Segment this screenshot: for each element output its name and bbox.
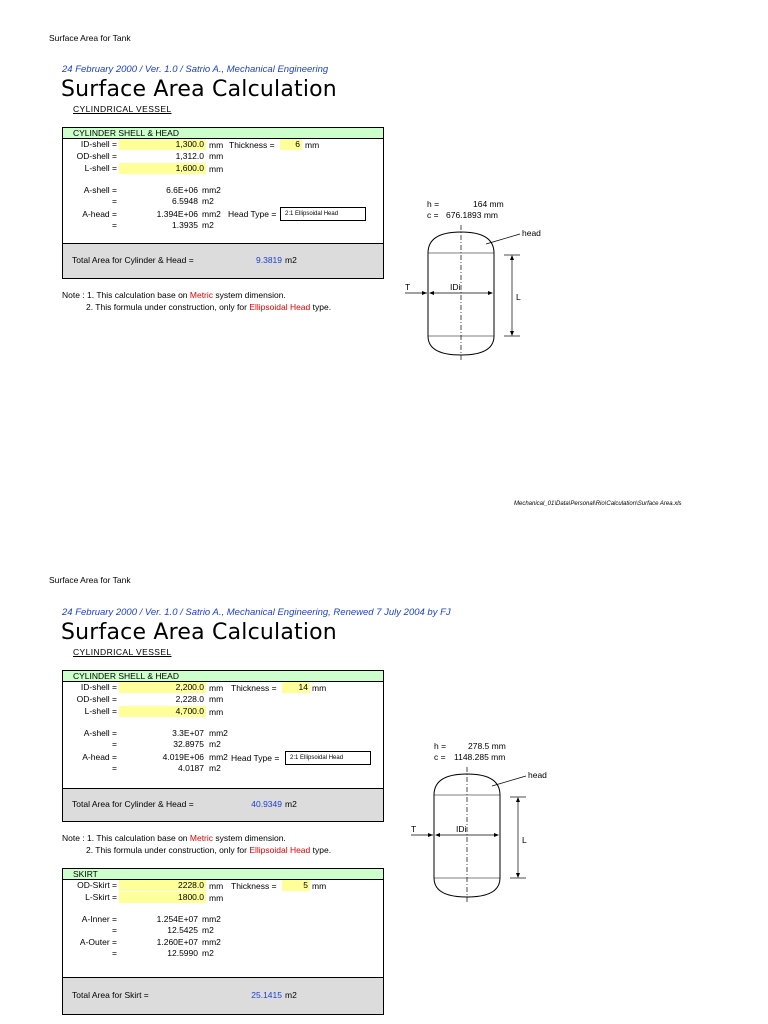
l-skirt-input[interactable]: 1800.0 — [119, 892, 206, 903]
thickness-input[interactable]: 6 — [280, 139, 302, 150]
section-header: SKIRT — [63, 869, 383, 880]
id-shell-label: ID-shell = — [80, 682, 117, 692]
l-skirt-label: L-Skirt = — [85, 892, 117, 902]
page-header: Surface Area for Tank — [49, 33, 131, 43]
a-shell-m2: 6.5948 — [172, 196, 198, 206]
od-shell-label: OD-shell = — [76, 694, 117, 704]
note-2: 2. This formula under construction, only for Ellipsoidal Head type. — [86, 845, 332, 855]
head-type-select[interactable]: 2:1 Ellipsoidal Head — [280, 207, 366, 221]
a-shell-m2: 32.8975 — [173, 739, 204, 749]
version-info: 24 February 2000 / Ver. 1.0 / Satrio A., Mechanical Engineering, Renewed 7 July 2004 by FJ — [62, 607, 451, 618]
vessel-type-label: CYLINDRICAL VESSEL — [73, 104, 172, 114]
c-value: 1148.285 mm — [454, 752, 506, 762]
a-inner-m2-unit: m2 — [202, 925, 214, 935]
a-head-m2: 1.3935 — [172, 220, 198, 230]
section-header: CYLINDER SHELL & HEAD — [63, 128, 383, 139]
l-shell-label: L-shell = — [84, 706, 117, 716]
a-head-label: A-head = — [82, 209, 117, 219]
od-shell-value: 1,312.0 — [175, 151, 204, 161]
thickness-unit: mm — [305, 140, 320, 150]
idi-label: IDi — [450, 282, 461, 292]
equals-sign: = — [112, 196, 117, 206]
page-title: Surface Area Calculation — [61, 620, 337, 645]
note-2: 2. This formula under construction, only for Ellipsoidal Head type. — [86, 302, 332, 312]
t-label: T — [405, 282, 411, 292]
id-shell-input[interactable]: 1,300.0 — [119, 139, 206, 150]
a-inner-label: A-Inner = — [81, 914, 117, 924]
total-label: Total Area for Cylinder & Head = — [72, 255, 194, 265]
page-header: Surface Area for Tank — [49, 575, 131, 585]
a-head-m2-unit: m2 — [209, 763, 221, 773]
a-shell-mm2-unit: mm2 — [202, 185, 221, 195]
c-label: c = — [434, 752, 446, 762]
l-shell-unit: mm — [209, 707, 224, 717]
file-path-footer: Mechanical_01\Data\Personal\Rio\Calculation\Surface Area.xls — [514, 501, 682, 507]
l-shell-label: L-shell = — [84, 163, 117, 173]
total-unit: m2 — [285, 255, 297, 265]
od-shell-unit: mm — [209, 694, 224, 704]
h-value: 278.5 mm — [468, 741, 506, 751]
thickness-input[interactable]: 14 — [282, 682, 310, 693]
head-label: head — [528, 770, 547, 780]
total-bar — [63, 243, 383, 278]
h-value: 164 mm — [473, 199, 504, 209]
head-label: head — [522, 228, 541, 238]
head-type-label: Head Type = — [231, 753, 280, 763]
skirt-thickness-label: Thickness = — [231, 881, 277, 891]
l-label: L — [516, 292, 521, 302]
skirt-box — [62, 868, 384, 1015]
thickness-label: Thickness = — [231, 683, 277, 693]
skirt-thickness-unit: mm — [312, 881, 327, 891]
thickness-unit: mm — [312, 683, 327, 693]
a-head-label: A-head = — [82, 752, 117, 762]
id-shell-unit: mm — [209, 140, 224, 150]
total-value: 40.9349 — [251, 799, 282, 809]
a-outer-m2-unit: m2 — [202, 948, 214, 958]
equals-sign: = — [112, 925, 117, 935]
id-shell-unit: mm — [209, 683, 224, 693]
a-shell-label: A-shell = — [83, 728, 117, 738]
id-shell-input[interactable]: 2,200.0 — [119, 682, 206, 693]
total-bar — [63, 788, 383, 821]
equals-sign: = — [112, 948, 117, 958]
equals-sign: = — [112, 739, 117, 749]
od-skirt-unit: mm — [209, 881, 224, 891]
a-head-m2: 4.0187 — [178, 763, 204, 773]
total-unit: m2 — [285, 799, 297, 809]
a-shell-m2-unit: m2 — [202, 196, 214, 206]
l-shell-input[interactable]: 1,600.0 — [119, 163, 206, 174]
a-outer-label: A-Outer = — [79, 937, 117, 947]
head-type-label: Head Type = — [228, 209, 277, 219]
c-value: 676.1893 mm — [446, 210, 498, 220]
total-label: Total Area for Cylinder & Head = — [72, 799, 194, 809]
a-head-mm2-unit: mm2 — [209, 752, 228, 762]
od-shell-label: OD-shell = — [76, 151, 117, 161]
l-shell-input[interactable]: 4,700.0 — [119, 706, 206, 717]
equals-sign: = — [112, 220, 117, 230]
h-label: h = — [427, 199, 440, 209]
total-value: 9.3819 — [256, 255, 282, 265]
t-label: T — [411, 824, 417, 834]
equals-sign: = — [112, 763, 117, 773]
od-shell-value: 2,228.0 — [175, 694, 204, 704]
h-label: h = — [434, 741, 447, 751]
od-skirt-label: OD-Skirt = — [77, 880, 117, 890]
l-skirt-unit: mm — [209, 893, 224, 903]
cylinder-shell-head-box — [62, 670, 384, 822]
total-bar — [63, 977, 383, 1014]
id-shell-label: ID-shell = — [80, 139, 117, 149]
l-shell-unit: mm — [209, 164, 224, 174]
skirt-total-unit: m2 — [285, 990, 297, 1000]
a-inner-m2: 12.5425 — [167, 925, 198, 935]
a-inner-mm2: 1.254E+07 — [156, 914, 198, 924]
c-label: c = — [427, 210, 439, 220]
a-shell-mm2: 6.6E+06 — [166, 185, 198, 195]
a-inner-mm2-unit: mm2 — [202, 914, 221, 924]
thickness-label: Thickness = — [229, 140, 275, 150]
a-shell-mm2-unit: mm2 — [209, 728, 228, 738]
od-skirt-input[interactable]: 2228.0 — [119, 880, 206, 891]
a-head-m2-unit: m2 — [202, 220, 214, 230]
cylinder-shell-head-box — [62, 127, 384, 279]
a-outer-mm2-unit: mm2 — [202, 937, 221, 947]
page-title: Surface Area Calculation — [61, 77, 337, 102]
od-shell-unit: mm — [209, 151, 224, 161]
l-label: L — [522, 835, 527, 845]
note-1: Note : 1. This calculation base on Metric system dimension. — [62, 290, 286, 300]
a-head-mm2: 4.019E+06 — [162, 752, 204, 762]
vessel-type-label: CYLINDRICAL VESSEL — [73, 647, 172, 657]
skirt-total-label: Total Area for Skirt = — [72, 990, 149, 1000]
a-shell-mm2: 3.3E+07 — [172, 728, 204, 738]
a-shell-m2-unit: m2 — [209, 739, 221, 749]
a-head-mm2-unit: mm2 — [202, 209, 221, 219]
head-type-select[interactable]: 2:1 Ellipsoidal Head — [285, 751, 371, 765]
a-head-mm2: 1.394E+06 — [156, 209, 198, 219]
version-info: 24 February 2000 / Ver. 1.0 / Satrio A., Mechanical Engineering — [62, 64, 329, 75]
skirt-thickness-input[interactable]: 5 — [282, 880, 310, 891]
a-outer-mm2: 1.260E+07 — [156, 937, 198, 947]
section-header: CYLINDER SHELL & HEAD — [63, 671, 383, 682]
a-outer-m2: 12.5990 — [167, 948, 198, 958]
idi-label: IDi — [456, 824, 467, 834]
a-shell-label: A-shell = — [83, 185, 117, 195]
note-1: Note : 1. This calculation base on Metric system dimension. — [62, 833, 286, 843]
skirt-total-value: 25.1415 — [251, 990, 282, 1000]
